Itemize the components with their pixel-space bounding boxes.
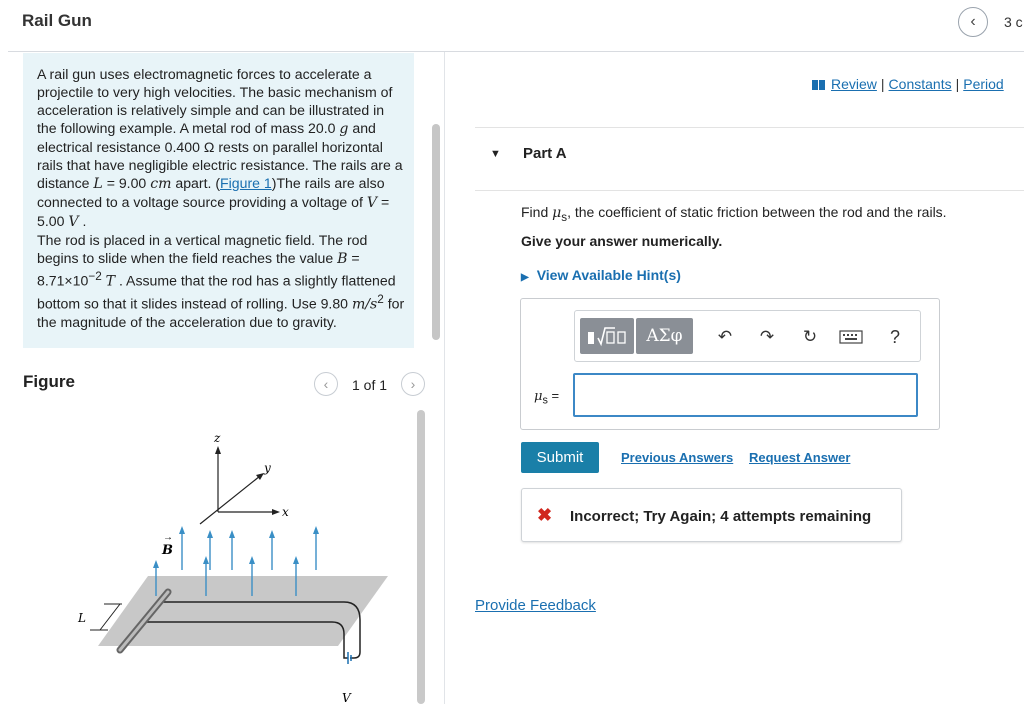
chevron-left-icon: ‹ [970, 13, 976, 30]
view-hints-link[interactable]: ▶ View Available Hint(s) [521, 267, 681, 283]
panel-divider [444, 52, 445, 704]
previous-item-button[interactable] [958, 7, 988, 37]
expand-triangle-icon: ▶ [521, 272, 529, 283]
book-icon [812, 80, 825, 90]
previous-answers-link[interactable]: Previous Answers [621, 450, 734, 465]
error-x-icon: ✖ [537, 505, 553, 525]
reset-icon[interactable]: ↻ [802, 327, 818, 346]
figure-scrollbar[interactable] [417, 410, 425, 704]
field-label: B [162, 543, 173, 558]
templates-button[interactable] [580, 318, 634, 354]
submit-button[interactable]: Submit [521, 442, 599, 473]
page-title: Rail Gun [22, 11, 92, 30]
voltage-label: V [342, 691, 351, 704]
rail-gun-figure [60, 420, 390, 704]
distance-label: L [78, 611, 86, 625]
axis-x-label: x [282, 505, 289, 519]
figure-heading: Figure [23, 372, 75, 391]
axis-y-label: y [264, 461, 271, 475]
resource-links: Review | Constants | Period [812, 76, 1004, 92]
voltage-source [348, 652, 351, 664]
answer-variable-label: $\mu_s$ = [534, 388, 560, 407]
problem-statement: A rail gun uses electromagnetic forces to accelerate a projectile to very high velocities. The basic mechanism of acceleration is relatively simple and can be illustrated in the following example. A metal rod of mass 20.0 g and electrical resistance 0.400 Ω rests on parallel horizontal rails that have negligible electric resistance. The rails are a distance L = 9.00 cm apart. (Figure 1)The rails are also connected to a voltage source providing a voltage of V = 5.00 V . The rod is placed in a vertical magnetic field. The rod begins to slide when the field reaches the value $B = 8.71\times 10^{-2}$ T . Assume that the rod has a slightly flattened bottom so that it slides instead of rolling. Use 9.80 $m/s^2$ for the magnitude of the acceleration due to gravity. [37, 66, 405, 331]
periodic-table-link[interactable]: Period [963, 76, 1004, 92]
redo-icon[interactable]: ↷ [759, 327, 775, 346]
axis-z-label: z [214, 431, 221, 445]
figure-link[interactable]: Figure 1 [220, 175, 272, 191]
figure-counter: 1 of 1 [352, 377, 388, 393]
figure-next-button[interactable] [401, 372, 425, 396]
feedback-message: Incorrect; Try Again; 4 attempts remaining [570, 508, 872, 525]
header-divider [8, 51, 1024, 52]
help-button[interactable]: ? [889, 326, 900, 347]
undo-icon[interactable]: ↶ [717, 327, 733, 346]
provide-feedback-link[interactable]: Provide Feedback [475, 597, 596, 614]
keyboard-icon[interactable] [838, 324, 864, 350]
page-indicator: 3 c [1004, 14, 1023, 30]
vector-arrow-icon: → [163, 532, 173, 543]
collapse-triangle-icon[interactable]: ▼ [490, 148, 501, 160]
question-text: Find $\mu_s$, the coefficient of static friction between the rod and the rails. [521, 204, 947, 224]
answer-input[interactable] [573, 373, 918, 417]
answer-instruction: Give your answer numerically. [521, 233, 723, 249]
review-link[interactable]: Review [831, 76, 877, 92]
constants-link[interactable]: Constants [888, 76, 952, 92]
chevron-left-icon: ‹ [323, 376, 329, 392]
problem-scrollbar[interactable] [432, 124, 440, 340]
part-title: Part A [523, 145, 567, 162]
figure-prev-button[interactable] [314, 372, 338, 396]
templates-icon [585, 324, 629, 348]
chevron-right-icon: › [410, 376, 416, 392]
greek-symbols-button[interactable]: ΑΣφ [636, 318, 693, 354]
request-answer-link[interactable]: Request Answer [749, 450, 851, 465]
